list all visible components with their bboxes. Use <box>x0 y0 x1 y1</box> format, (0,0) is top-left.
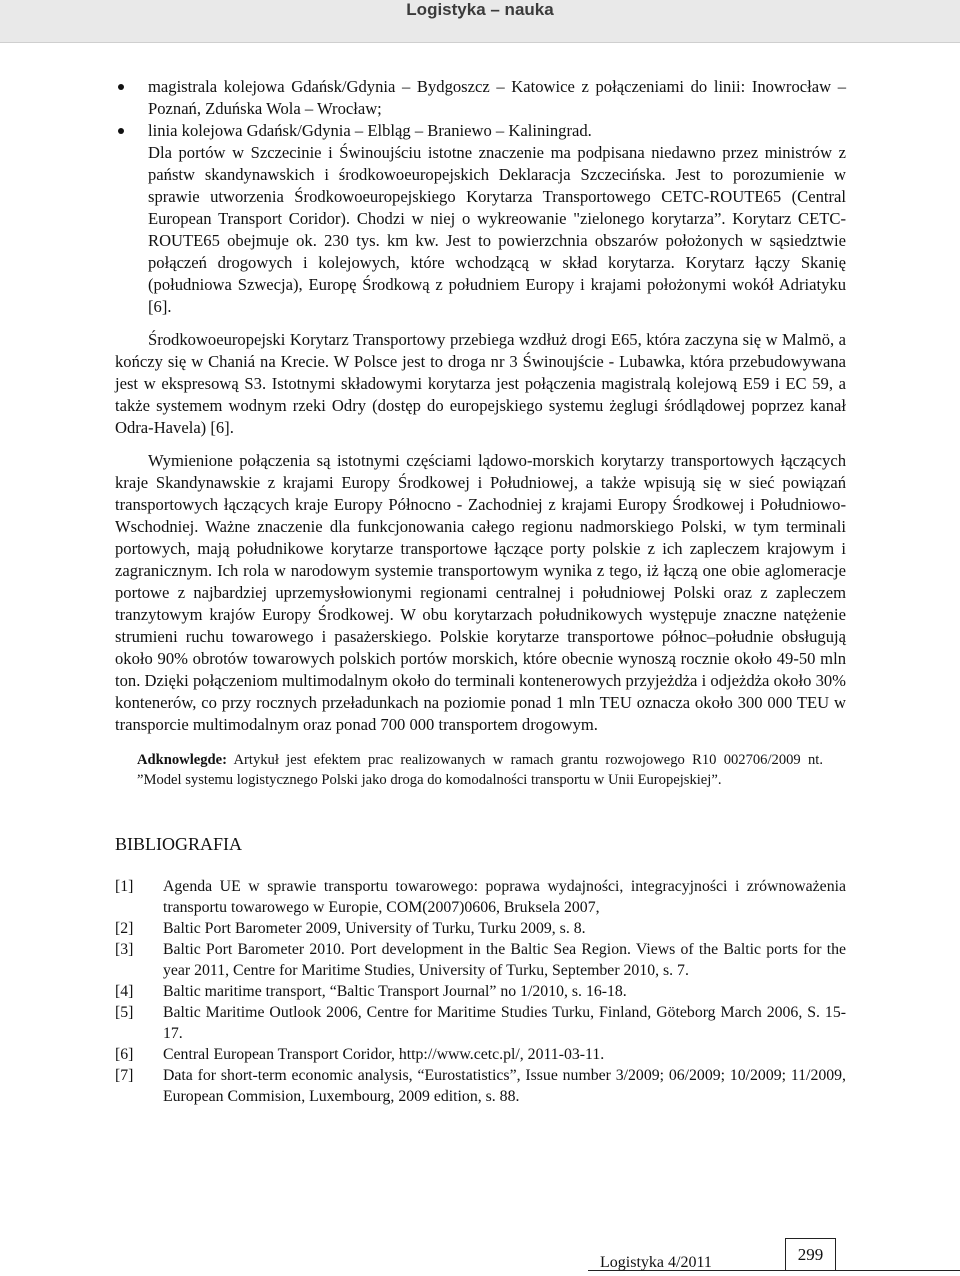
entry-text: Baltic Maritime Outlook 2006, Centre for Maritime Studies Turku, Finland, Göteborg March 2006, S. 15-17. <box>163 1004 846 1042</box>
bibliography-entry <box>115 918 846 939</box>
header-title: Logistyka – nauka <box>406 0 554 19</box>
entry-text: Baltic maritime transport, “Baltic Transport Journal” no 1/2010, s. 16-18. <box>163 983 627 1000</box>
footer-journal: Logistyka 4/2011 <box>600 1254 712 1271</box>
entry-number: [6] <box>115 1046 134 1063</box>
entry-number: [4] <box>115 983 134 1000</box>
bibliography-entry <box>115 1002 846 1044</box>
entry-number: [3] <box>115 941 134 958</box>
list-item: linia kolejowa Gdańsk/Gdynia – Elbląg – Braniewo – Kaliningrad. <box>115 120 846 142</box>
bibliography-entry <box>115 1065 846 1107</box>
bibliography-list <box>115 876 846 1107</box>
bibliography-title: BIBLIOGRAFIA <box>115 834 243 854</box>
paragraph: Środkowoeuropejski Korytarz Transportowy przebiega wzdłuż drogi E65, która zaczyna się w Malmö, a kończy się w Chaniá na Krecie. W Polsce jest to droga nr 3 Świnoujście - Lubawka, która przebudowywana jest w ekspresową S3. Istotnymi składowymi korytarza jest połączenia magistralą kolejową E59 i EC 59, a także systemem wodnym rzeki Odry (dostęp do europejskiego systemu żeglugi śródlądowej poprzez kanał Odra-Havela) [6]. <box>115 330 846 437</box>
entry-number: [2] <box>115 920 134 937</box>
acknowledgement-label: Adknowlegde: <box>137 752 228 768</box>
article-body <box>115 76 846 1107</box>
bibliography-entry <box>115 1044 846 1065</box>
bibliography-entry <box>115 939 846 981</box>
entry-text: Baltic Port Barometer 2010. Port development in the Baltic Sea Region. Views of the Baltic ports for the year 2011, Centre for Maritime Studies, University of Turku, September 2010, s. 7. <box>163 941 846 979</box>
entry-text: Baltic Port Barometer 2009, University of Turku, Turku 2009, s. 8. <box>163 920 586 937</box>
entry-number: [7] <box>115 1067 134 1084</box>
page-number: 299 <box>785 1238 836 1271</box>
acknowledgement <box>137 750 823 790</box>
entry-text: Agenda UE w sprawie transportu towarowego: poprawa wydajności, integracyjności i zrównoważenia transportu towarowego w Europie, COM(2007)0606, Bruksela 2007, <box>163 878 846 916</box>
bibliography-entry <box>115 981 846 1002</box>
entry-number: [5] <box>115 1004 134 1021</box>
entry-text: Central European Transport Coridor, http://www.cetc.pl/, 2011-03-11. <box>163 1046 605 1063</box>
entry-text: Data for short-term economic analysis, “Eurostatistics”, Issue number 3/2009; 06/2009; 10/2009; 11/2009, European Commision, Luxembourg, 2009 edition, s. 88. <box>163 1067 846 1105</box>
list-item: magistrala kolejowa Gdańsk/Gdynia – Bydgoszcz – Katowice z połączeniami do linii: Inowrocław – Poznań, Zduńska Wola – Wrocław; <box>115 76 846 120</box>
paragraph: Dla portów w Szczecinie i Świnoujściu istotne znaczenie ma podpisana niedawno przez ministrów z państw skandynawskich i środkowoeuropejskich Deklaracja Szczecińska. Jest to porozumienie w sprawie utworzenia Środkowoeuropejskiego Korytarza Transportowego CETC-ROUTE65 (Central European Transport Coridor). Chodzi w niej o wykreowanie "zielonego korytarza”. Korytarz CETC-ROUTE65 obejmuje ok. 230 tys. km kw. Jest to powierzchnia obszarów położonych w sąsiedztwie połączeń drogowych i kolejowych, które wchodzącą w skład korytarza. Korytarz łączy Skanię (południowa Szwecja), Europę Środkową z południem Europy i krajami położonymi wokół Adriatyku [6]. <box>148 143 846 316</box>
bibliography-entry <box>115 876 846 918</box>
paragraph: Wymienione połączenia są istotnymi częściami lądowo-morskich korytarzy transportowych łączących kraje Skandynawskie z krajami Europy Środkowej i Południowej, a także wpisują się w sieć powiązań transportowych łączących kraje Europy Północno - Zachodniej z krajami Europy Środkowej i Południowo-Wschodniej. Ważne znaczenie dla funkcjonowania całego regionu nadmorskiego Polski, w tym terminali portowych, mają południkowe korytarze transportowe łączące porty polskie z ich zapleczem krajowym i zagranicznym. Ich rola w narodowym systemie transportowym wynika z tego, iż łączą one obie aglomeracje portowe z najbardziej uprzemysłowionymi regionami centralnej i południowej Polski oraz z zapleczem tranzytowym krajów Europy Środkowej. W obu korytarzach południkowych występuje znaczne natężenie strumieni ruchu towarowego i pasażerskiego. Polskie korytarze transportowe północ–południe obsługują około 90% obrotów towarowych polskich portów morskich, które obecnie wynoszą rocznie około 49-50 mln ton. Dzięki połączeniom multimodalnym około do terminali kontenerowych przyjeżdża i odjeżdża około 30% kontenerów, co przy rocznych przeładunkach na poziomie ponad 1 mln TEU oznacza około 300 000 TEU w transporcie multimodalnym oraz ponad 700 000 transportem drogowym. <box>115 451 846 734</box>
running-header <box>0 0 960 43</box>
bullet-list <box>115 76 846 142</box>
acknowledgement-text: Artykuł jest efektem prac realizowanych w ramach grantu rozwojowego R10 002706/2009 nt. ”Model systemu logistycznego Polski jako droga do komodalności transportu w Unii Europejskiej”. <box>137 752 823 788</box>
entry-number: [1] <box>115 878 134 895</box>
